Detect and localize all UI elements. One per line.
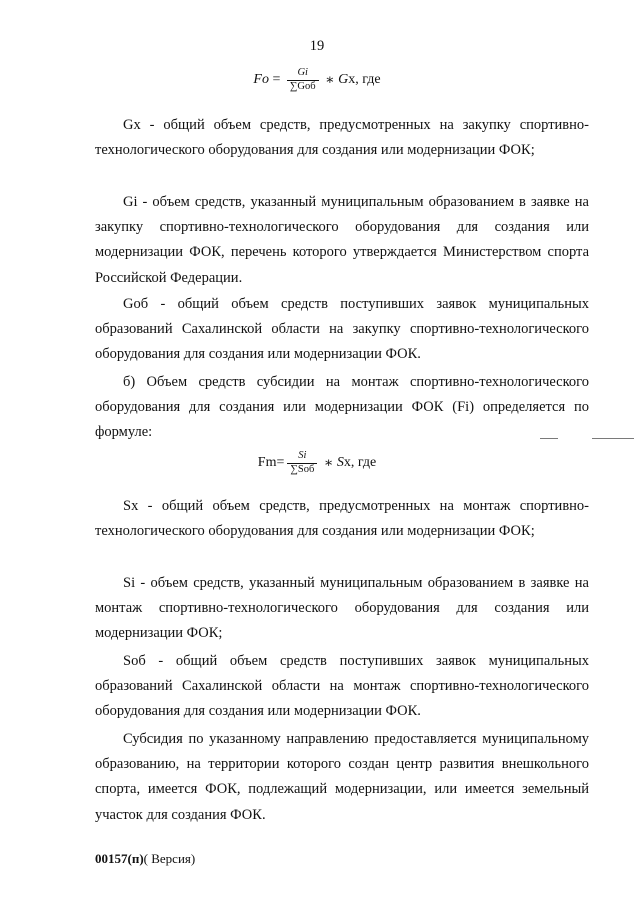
formula-fm-lhs: Fm= [257, 455, 285, 470]
document-footer [95, 851, 195, 867]
paragraph-gi: Gi - объем средств, указанный муниципальным образованием в заявке на закупку спортивно-технологического оборудования для создания или модернизации ФОК, перечень которого утверждается Министерством спорта Российской Федерации. [95, 194, 589, 286]
paragraph-gx: Gx - общий объем средств, предусмотренных на закупку спортивно-технологического оборудования для создания или модернизации ФОК; [95, 117, 589, 159]
scan-artifact [540, 438, 558, 439]
formula-fo-lhs: Fo [253, 72, 269, 87]
formula-fo-tail: x, где [348, 72, 381, 87]
formula-fm-fraction [287, 451, 317, 475]
formula-fm-denominator: ∑Sоб [287, 463, 317, 476]
formula-fm-variable: S [336, 455, 344, 470]
formula-fm-numerator: Si [298, 450, 307, 461]
paragraph-gob: Gоб - общий объем средств поступивших заявок муниципальных образований Сахалинской области на закупку спортивно-технологического оборудования для создания или модернизации ФОК. [95, 296, 589, 363]
formula-fm-tail: x, где [343, 455, 377, 470]
formula-fo [0, 68, 634, 92]
formula-fo-numerator: Gi [297, 67, 308, 78]
paragraph-subsidy-conditions: Субсидия по указанному направлению предоставляется муниципальному образованию, на территории которого создан центр развития внешкольного спорта, имеется ФОК, подлежащий модернизации, или имеется земельный участок для создания ФОК. [95, 731, 589, 823]
scan-artifact [592, 438, 634, 439]
paragraph-sx: Sx - общий объем средств, предусмотренных на монтаж спортивно-технологического оборудования для создания или модернизации ФОК; [95, 498, 589, 540]
formula-fo-equals: = [268, 72, 284, 87]
paragraph-sob: Sоб - общий объем средств поступивших заявок муниципальных образований Сахалинской области на монтаж спортивно-технологического оборудования для создания или модернизации ФОК. [95, 653, 589, 720]
formula-fo-fraction [287, 68, 319, 92]
formula-fo-denominator: ∑Gоб [287, 80, 319, 93]
footer-version: ( Версия) [143, 851, 196, 866]
formula-fm [0, 451, 634, 475]
page-number: 19 [309, 38, 325, 54]
formula-fm-operator: ∗ [320, 455, 337, 471]
formula-fo-operator: ∗ [321, 72, 339, 88]
paragraph-subsidy-formula-intro: б) Объем средств субсидии на монтаж спортивно-технологического оборудования для создания или модернизации ФОК (Fi) определяется по формуле: [95, 374, 589, 441]
paragraph-si: Si - объем средств, указанный муниципальным образованием в заявке на монтаж спортивно-технологического оборудования для создания или модернизации ФОК; [95, 575, 589, 642]
formula-fo-variable: G [338, 72, 349, 87]
footer-document-code: 00157(п) [95, 851, 144, 866]
